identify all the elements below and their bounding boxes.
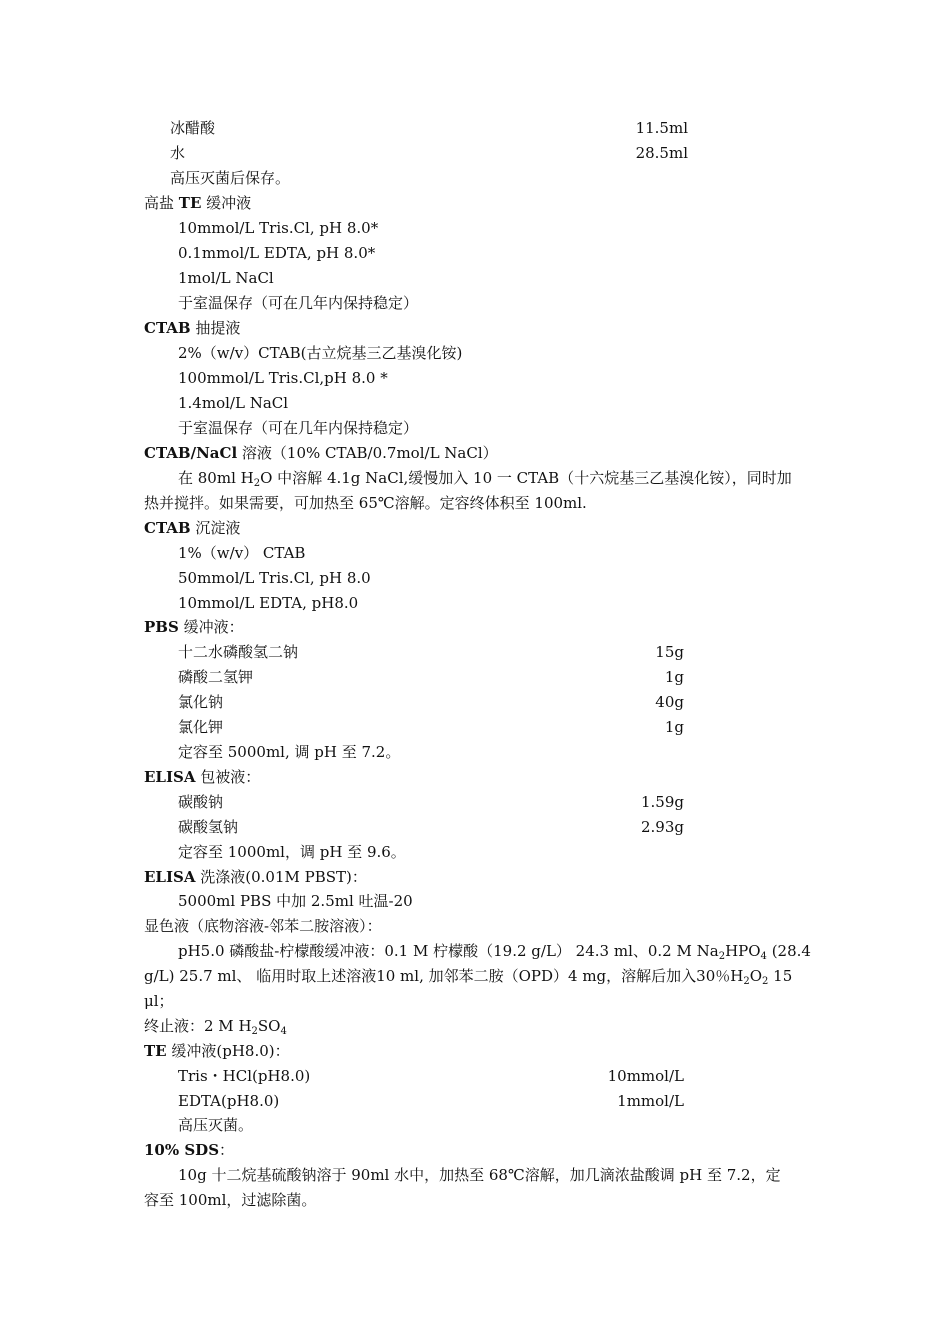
- reagent-name: Tris・HCl(pH8.0): [178, 1067, 311, 1085]
- list-item: 100mmol/L Tris.Cl,pH 8.0 *: [178, 369, 388, 387]
- reagent-value: 15g: [655, 643, 684, 661]
- note-text: 定容至 1000ml，调 pH 至 9.6。: [178, 843, 406, 861]
- section-heading-elisa-wash: ELISA 洗涤液(0.01M PBST)：: [144, 868, 367, 886]
- list-item: 10mmol/L Tris.Cl, pH 8.0*: [178, 219, 379, 237]
- reagent-value: 2.93g: [640, 818, 684, 836]
- reagent-value: 10mmol/L: [607, 1067, 684, 1085]
- reagent-name: 氯化钠: [178, 693, 224, 711]
- reagent-name: 冰醋酸: [170, 119, 216, 137]
- reagent-value: 1.59g: [640, 793, 684, 811]
- reagent-name: 十二水磷酸氢二钠: [178, 643, 299, 661]
- reagent-value: 28.5ml: [635, 144, 688, 162]
- list-item: 5000ml PBS 中加 2.5ml 吐温-20: [178, 892, 413, 910]
- list-item: 于室温保存（可在几年内保持稳定）: [178, 294, 419, 312]
- list-item: 50mmol/L Tris.Cl, pH 8.0: [178, 569, 371, 587]
- list-item: 0.1mmol/L EDTA, pH 8.0*: [178, 244, 376, 262]
- reagent-value: 1mmol/L: [617, 1092, 684, 1110]
- reagent-value: 1g: [664, 668, 684, 686]
- section-heading-ctab-precip: CTAB 沉淀液: [144, 519, 241, 537]
- section-heading-sds: 10% SDS：: [144, 1141, 235, 1159]
- reagent-name: EDTA(pH8.0): [178, 1092, 280, 1110]
- paragraph-line: pH5.0 磷酸盐-柠檬酸缓冲液：0.1 M 柠檬酸（19.2 g/L） 24.3 ml、0.2 M $Na_2HPO_4$ (28.4: [178, 942, 811, 962]
- list-item: 1.4mol/L NaCl: [178, 394, 289, 412]
- note-text: 高压灭菌。: [178, 1116, 254, 1134]
- reagent-value: 40g: [655, 693, 684, 711]
- reagent-value: 1g: [664, 718, 684, 736]
- list-item: 2%（w/v）CTAB(古立烷基三乙基溴化铵): [178, 344, 463, 362]
- section-heading-elisa-coating: ELISA 包被液：: [144, 768, 261, 786]
- reagent-name: 碳酸钠: [178, 793, 224, 811]
- reagent-name: 水: [170, 144, 186, 162]
- list-item: 1%（w/v） CTAB: [178, 544, 306, 562]
- section-heading-color-solution: 显色液（底物溶液-邻苯二胺溶液）：: [144, 917, 382, 935]
- list-item: 于室温保存（可在几年内保持稳定）: [178, 419, 419, 437]
- reagent-value: 11.5ml: [635, 119, 688, 137]
- reagent-name: 氯化钾: [178, 718, 224, 736]
- paragraph-line: 在 80ml $H_2O$ 中溶解 4.1g NaCl,缓慢加入 10 一 CTAB（十六烷基三乙基溴化铵），同时加: [178, 469, 792, 489]
- section-heading-pbs: PBS 缓冲液：: [144, 618, 244, 636]
- reagent-name: 磷酸二氢钾: [178, 668, 254, 686]
- section-heading-ctab-nacl: CTAB/NaCl 溶液（10% CTAB/0.7mol/L NaCl）: [144, 444, 498, 462]
- section-heading-te-buffer: TE 缓冲液(pH8.0)：: [144, 1042, 290, 1060]
- list-item: 1mol/L NaCl: [178, 269, 274, 287]
- paragraph-line: 容至 100ml，过滤除菌。: [144, 1191, 317, 1209]
- list-item: 10mmol/L EDTA, pH8.0: [178, 594, 359, 612]
- section-heading-stop-solution: 终止液：2 M $H_2SO_4$: [144, 1017, 287, 1037]
- paragraph-line: g/L) 25.7 ml、 临用时取上述溶液10 ml, 加邻苯二胺（OPD）4 mg，溶解后加入30％$H_2O_2$ 15: [144, 967, 793, 987]
- section-heading-ctab-extraction: CTAB 抽提液: [144, 319, 241, 337]
- section-heading-high-salt-te: 高盐 TE 缓冲液: [144, 194, 252, 212]
- reagent-name: 碳酸氢钠: [178, 818, 239, 836]
- note-text: 定容至 5000ml, 调 pH 至 7.2。: [178, 743, 401, 761]
- note-text: 高压灭菌后保存。: [170, 169, 291, 187]
- paragraph-line: μl；: [144, 992, 174, 1010]
- paragraph-line: 10g 十二烷基硫酸钠溶于 90ml 水中，加热至 68℃溶解，加几滴浓盐酸调 pH 至 7.2，定: [178, 1166, 781, 1184]
- paragraph-line: 热并搅拌。如果需要，可加热至 65℃溶解。定容终体积至 100ml.: [144, 494, 587, 512]
